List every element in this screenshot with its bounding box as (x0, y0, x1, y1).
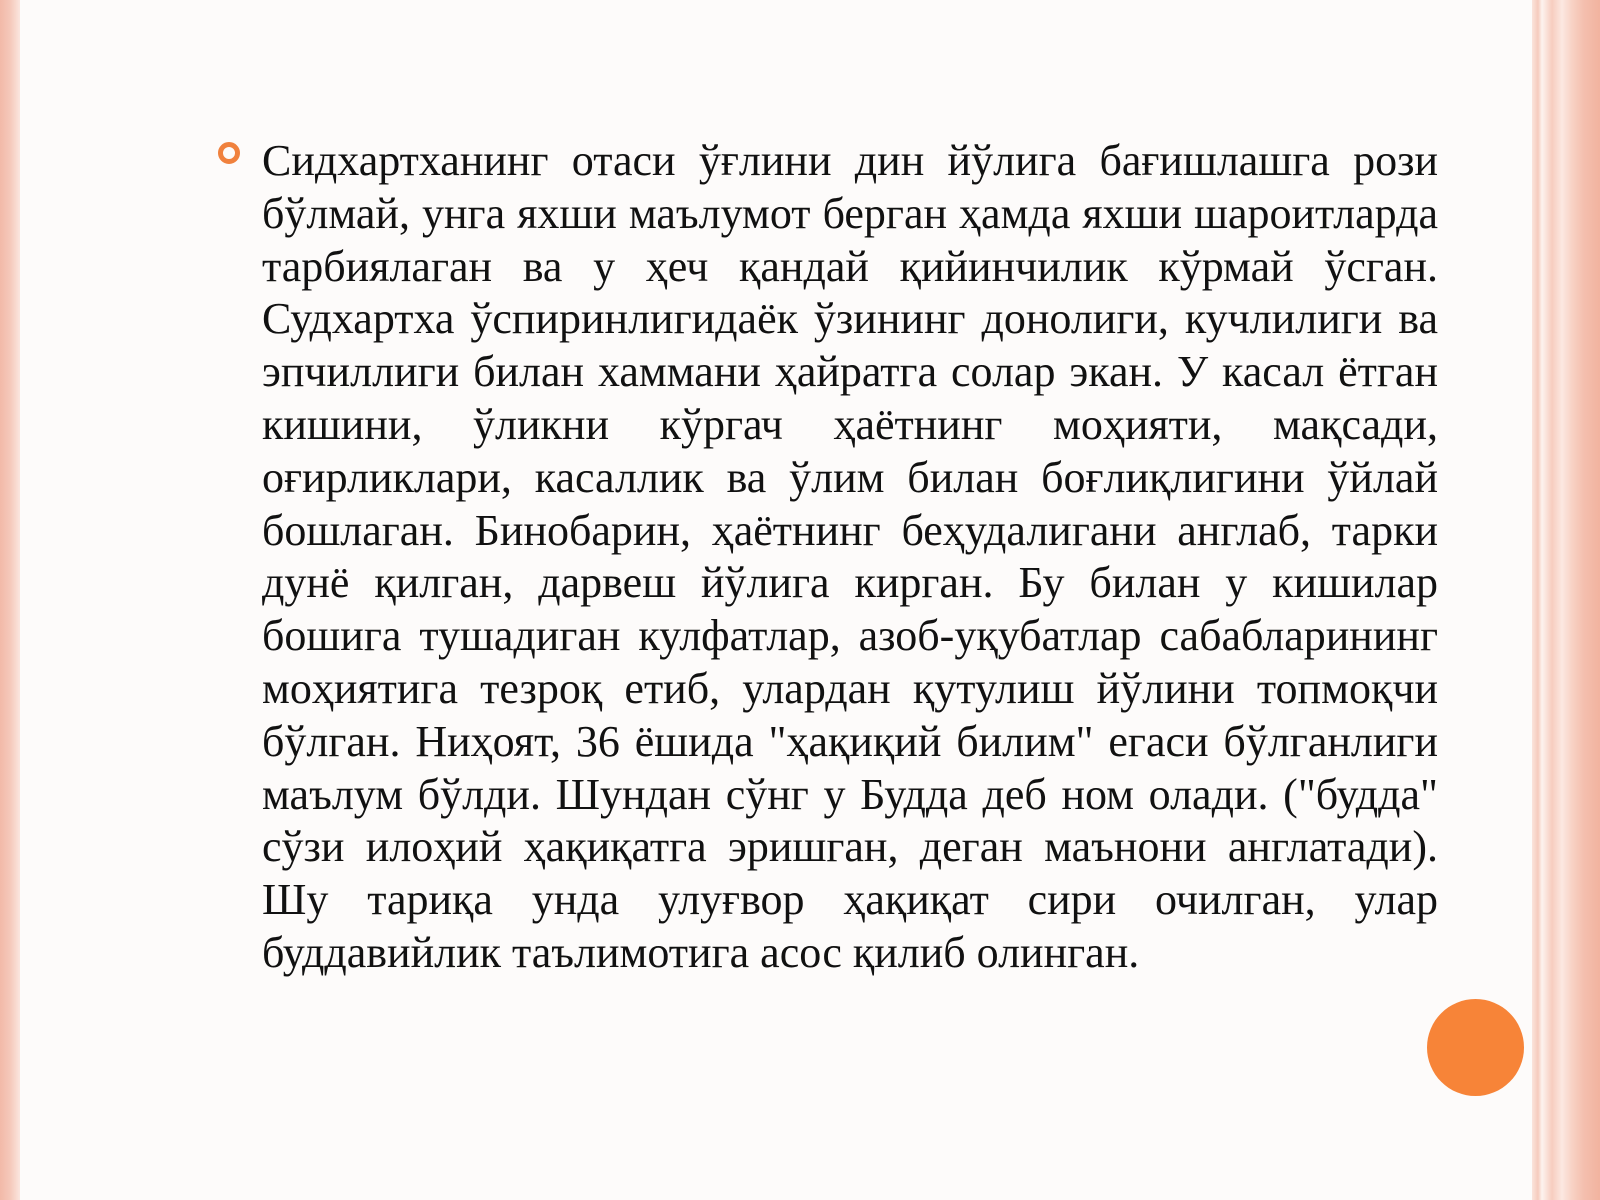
left-decorative-border (0, 0, 20, 1200)
body-paragraph: Сидхартханинг отаси ўғлини дин йўлига бағишлашга рози бўлмай, унга яхши маълумот берган ҳамда яхши шароитларда тарбиялаган ва у ҳеч қандай қийинчилик кўрмай ўсган. Судхартха ўспиринлигидаёк ўзининг донолиги, кучлилиги ва эпчиллиги билан хаммани ҳайратга солар экан. У касал ётган кишини, ўликни кўргач ҳаётнинг моҳияти, мақсади, оғирликлари, касаллик ва ўлим билан боғлиқлигини ўйлай бошлаган. Бинобарин, ҳаётнинг беҳудалигани англаб, тарки дунё қилган, дарвеш йўлига кирган. Бу билан у кишилар бошига тушадиган кулфатлар, азоб-уқубатлар сабабларининг моҳиятига тезроқ етиб, улардан қутулиш йўлини топмоқчи бўлган. Ниҳоят, 36 ёшида "ҳақиқий билим" егаси бўлганлиги маълум бўлди. Шундан сўнг у Будда деб ном олади. ("будда" сўзи илоҳий ҳақиқатга эришган, деган маънони англатади). Шу тариқа унда улуғвор ҳақиқат сири очилган, улар буддавийлик таълимотига асос қилиб олинган. (262, 136, 1438, 977)
orange-circle-decoration (1427, 999, 1524, 1096)
right-decorative-border (1532, 0, 1600, 1200)
slide-content (262, 135, 1438, 980)
hollow-circle-bullet-icon (218, 142, 240, 164)
